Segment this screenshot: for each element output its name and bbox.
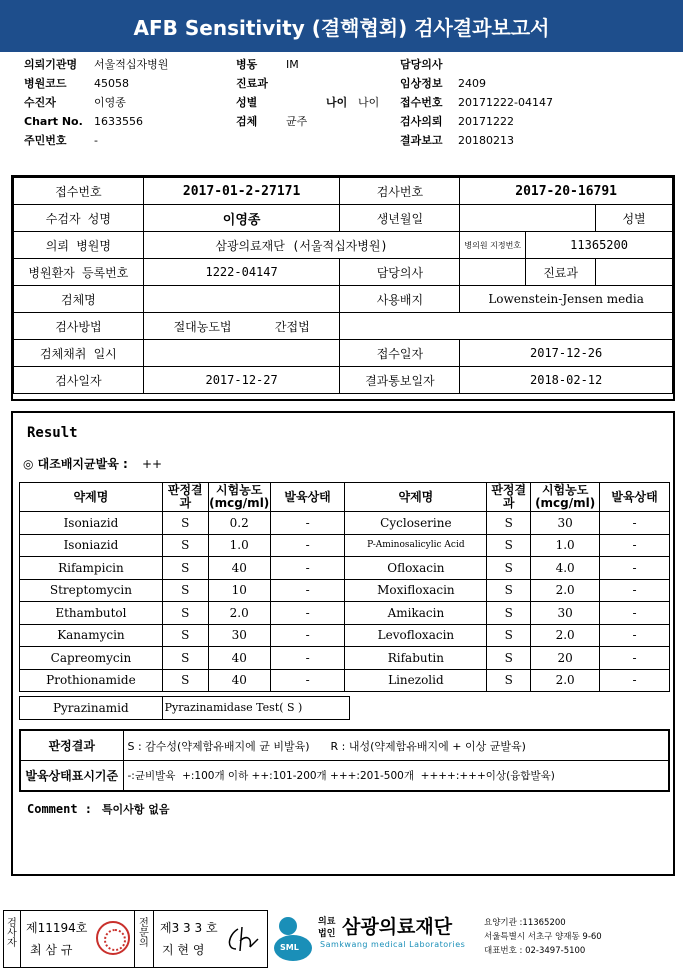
pza-value: Pyrazinamidase Test( S ): [162, 697, 349, 720]
drug-name: P-Aminosalicylic Acid: [345, 534, 487, 557]
signature-mark: [224, 925, 264, 955]
org-eng: Samkwang medical Laboratories: [320, 940, 466, 949]
drug-name: Isoniazid: [20, 512, 163, 535]
notify-date: 2018-02-12: [460, 367, 673, 394]
result-header-row: [20, 483, 670, 512]
judge-value: S: [487, 602, 531, 625]
drug-name: Amikacin: [345, 602, 487, 625]
growth-legend-text: -:균비발육 +:100개 이하 ++:101-200개 +++:201-500개 ++++:+++이상(융합발육): [123, 761, 669, 792]
v-char: 사: [7, 928, 17, 939]
medium-label: 사용배지: [340, 286, 460, 313]
info-row: [14, 232, 673, 259]
growth-value: -: [270, 579, 345, 602]
logo-text: SML: [280, 943, 299, 952]
growth-value: -: [270, 602, 345, 625]
drug-name: Rifampicin: [20, 557, 163, 580]
growth-value: -: [600, 602, 670, 625]
recv-label: 접수일자: [340, 340, 460, 367]
specialist-no: 제3 3 3 호: [160, 921, 218, 935]
examiner-vertical: [6, 919, 18, 949]
growth-value: -: [270, 534, 345, 557]
test-no-label: 검사번호: [340, 178, 460, 205]
header-row: 병원코드 45058: [24, 77, 129, 90]
info-row: [14, 178, 673, 205]
info-box: [11, 175, 675, 401]
drug-name: Rifabutin: [345, 647, 487, 670]
conc-value: 40: [208, 669, 270, 692]
birth-label: 생년월일: [340, 205, 460, 232]
header-row: 성별 나이 나이: [236, 96, 380, 109]
notify-label: 결과통보일자: [340, 367, 460, 394]
header-row: 결과보고 20180213: [400, 134, 514, 147]
report-title: AFB Sensitivity (결핵협회) 검사결과보고서: [0, 0, 683, 52]
collect-value: [143, 340, 340, 367]
specimen-value: [143, 286, 340, 313]
v-char: 검: [7, 918, 17, 929]
org-code: 요양기관 :11365200: [484, 918, 566, 928]
growth-value: -: [270, 512, 345, 535]
collect-label: 검체채취 일시: [14, 340, 144, 367]
judge-header: 판정결과: [162, 483, 208, 512]
growth-value: -: [600, 557, 670, 580]
header-col2: [236, 55, 379, 131]
judge-header: 판정결과: [487, 483, 531, 512]
info-row: [14, 205, 673, 232]
conc-value: 2.0: [531, 669, 600, 692]
result-row: [20, 534, 670, 557]
judge-value: S: [162, 557, 208, 580]
header-row: 검체 균주: [236, 115, 308, 128]
legend-row: [20, 761, 669, 792]
result-box: [11, 411, 675, 876]
growth-value: -: [270, 557, 345, 580]
org-addr: 서울특별시 서초구 양재동 9-60: [484, 932, 602, 942]
conc-value: 2.0: [531, 579, 600, 602]
growth-value: -: [270, 669, 345, 692]
header-row: 진료과: [236, 77, 268, 90]
growth-value: -: [600, 647, 670, 670]
result-row: [20, 579, 670, 602]
drug-name: Ofloxacin: [345, 557, 487, 580]
growth-value: -: [600, 534, 670, 557]
conc-value: 40: [208, 557, 270, 580]
growth-value: -: [600, 579, 670, 602]
result-row: [20, 669, 670, 692]
org-prefix: [318, 916, 335, 940]
test-no: 2017-20-16791: [460, 178, 673, 205]
result-row: [20, 557, 670, 580]
header-col1: [24, 55, 168, 150]
method-value: [143, 313, 340, 340]
drug-name: Capreomycin: [20, 647, 163, 670]
conc-value: 30: [531, 512, 600, 535]
result-row: [20, 624, 670, 647]
drug-name: Isoniazid: [20, 534, 163, 557]
conc-value: 20: [531, 647, 600, 670]
hospital-name: 삼광의료재단 (서울적십자병원): [143, 232, 460, 259]
judge-value: S: [487, 512, 531, 535]
reg-no: 1222-04147: [143, 259, 340, 286]
judge-value: S: [487, 647, 531, 670]
control-value: ++: [141, 457, 163, 471]
hospital-label: 의뢰 병원명: [14, 232, 144, 259]
recv-date: 2017-12-26: [460, 340, 673, 367]
info-row: [14, 286, 673, 313]
org-logo: [272, 914, 314, 962]
judge-value: S: [162, 647, 208, 670]
header-row: 임상정보 2409: [400, 77, 486, 90]
comment-text: 특이사항 없음: [101, 803, 170, 816]
sex-label: 성별: [596, 205, 673, 232]
header-row: 접수번호 20171222-04147: [400, 96, 553, 109]
legend-table: [19, 729, 670, 792]
header-row: Chart No. 1633556: [24, 115, 143, 128]
method-label: 검사방법: [14, 313, 144, 340]
logo-icon: [272, 914, 314, 962]
v-char: 자: [7, 938, 17, 949]
judge-value: S: [162, 512, 208, 535]
conc-value: 1.0: [208, 534, 270, 557]
header-row: 병동 IM: [236, 58, 299, 71]
dept-value: [596, 259, 673, 286]
pza-table: [19, 696, 350, 720]
result-table: [19, 482, 670, 692]
seal-stamp: [96, 921, 130, 955]
conc-value: 10: [208, 579, 270, 602]
growth-value: -: [600, 512, 670, 535]
conc-header: 시험농도(mcg/ml): [531, 483, 600, 512]
growth-header: 발육상태: [270, 483, 345, 512]
growth-header: 발육상태: [600, 483, 670, 512]
judge-legend-text: S : 감수성(약제함유배지에 균 비발육) R : 내성(약제함유배지에 + 이상 균발육): [123, 730, 669, 761]
conc-header: 시험농도(mcg/ml): [209, 483, 270, 510]
birth-value: [460, 205, 596, 232]
judge-value: S: [487, 534, 531, 557]
method-blank: [340, 313, 673, 340]
receipt-no-label: 접수번호: [14, 178, 144, 205]
signature-box: [3, 910, 268, 968]
header-row: 수진자 이영종: [24, 96, 126, 109]
v-divider: [153, 911, 154, 967]
v-divider: [20, 911, 21, 967]
specimen-label: 검체명: [14, 286, 144, 313]
drug-name: Streptomycin: [20, 579, 163, 602]
drug-name: Prothionamide: [20, 669, 163, 692]
drug-name: Ethambutol: [20, 602, 163, 625]
judge-value: S: [487, 579, 531, 602]
control-growth: [23, 455, 162, 472]
pza-label: Pyrazinamid: [20, 697, 163, 720]
seal-inner: [104, 929, 126, 951]
org-contact: [484, 916, 602, 958]
drug-name: Moxifloxacin: [345, 579, 487, 602]
drug-name: Cycloserine: [345, 512, 487, 535]
org-prefix-2: 법인: [318, 929, 336, 939]
conc-value: 30: [208, 624, 270, 647]
conc-value: 0.2: [208, 512, 270, 535]
receipt-no: 2017-01-2-27171: [143, 178, 340, 205]
conc-value: 2.0: [208, 602, 270, 625]
info-row: [14, 367, 673, 394]
info-row: [14, 313, 673, 340]
v-divider: [134, 911, 135, 967]
growth-value: -: [600, 669, 670, 692]
patient-name: 이영종: [143, 205, 340, 232]
result-row: [20, 647, 670, 670]
info-table: [13, 177, 673, 394]
judge-value: S: [487, 624, 531, 647]
conc-value: 40: [208, 647, 270, 670]
judge-value: S: [162, 602, 208, 625]
org-tel: 대표번호 : 02-3497-5100: [484, 946, 586, 956]
doctor-label: 담당의사: [340, 259, 460, 286]
conc-value: 4.0: [531, 557, 600, 580]
hosp-code: 11365200: [526, 232, 673, 259]
control-label: ◎ 대조배지균발육 :: [23, 457, 128, 471]
examiner-no: 제11194호: [26, 921, 88, 935]
judge-value: S: [162, 669, 208, 692]
result-row: [20, 512, 670, 535]
drug-header: 약제명: [345, 483, 487, 512]
drug-header: 약제명: [20, 483, 163, 512]
org-prefix-1: 의료: [318, 917, 336, 927]
judge-value: S: [487, 669, 531, 692]
v-char: 문: [139, 928, 149, 939]
drug-name: Kanamycin: [20, 624, 163, 647]
header-row: 검사의뢰 20171222: [400, 115, 514, 128]
growth-legend-label: 발육상태표시기준: [20, 761, 123, 792]
result-title: Result: [27, 425, 78, 441]
info-row: [14, 259, 673, 286]
specialist-name: 지 현 영: [162, 943, 205, 957]
info-row: [14, 340, 673, 367]
growth-value: -: [270, 647, 345, 670]
result-row: [20, 602, 670, 625]
doctor-value: [460, 259, 526, 286]
examiner-name: 최 삼 규: [30, 943, 73, 957]
conc-value: 30: [531, 602, 600, 625]
drug-name: Linezolid: [345, 669, 487, 692]
header-row: 주민번호 -: [24, 134, 98, 147]
dept-label: 진료과: [526, 259, 596, 286]
drug-name: Levofloxacin: [345, 624, 487, 647]
conc-value: 1.0: [531, 534, 600, 557]
medium-value: Lowenstein-Jensen media: [460, 286, 673, 313]
comment-label: Comment :: [27, 802, 93, 816]
judge-value: S: [162, 534, 208, 557]
method-1: 절대농도법: [173, 319, 232, 334]
judge-value: S: [162, 579, 208, 602]
header-row: 의뢰기관명 서울적십자병원: [24, 58, 169, 71]
reg-label: 병원환자 등록번호: [14, 259, 144, 286]
judge-value: S: [162, 624, 208, 647]
v-char: 전: [139, 918, 149, 929]
header-col3: [400, 55, 553, 150]
method-2: 간접법: [274, 319, 310, 334]
org-name: 삼광의료재단: [342, 916, 453, 938]
test-date-label: 검사일자: [14, 367, 144, 394]
test-date: 2017-12-27: [143, 367, 340, 394]
growth-value: -: [600, 624, 670, 647]
judge-value: S: [487, 557, 531, 580]
specialist-vertical: [138, 919, 150, 949]
hosp-code-label: 병의원 지정번호: [460, 232, 526, 259]
conc-value: 2.0: [531, 624, 600, 647]
legend-row: [20, 730, 669, 761]
header-row: 담당의사: [400, 58, 443, 71]
growth-value: -: [270, 624, 345, 647]
pza-row: [20, 697, 350, 720]
v-char: 의: [139, 938, 149, 949]
patient-label: 수검자 성명: [14, 205, 144, 232]
judge-legend-label: 판정결과: [20, 730, 123, 761]
comment: [27, 801, 169, 817]
